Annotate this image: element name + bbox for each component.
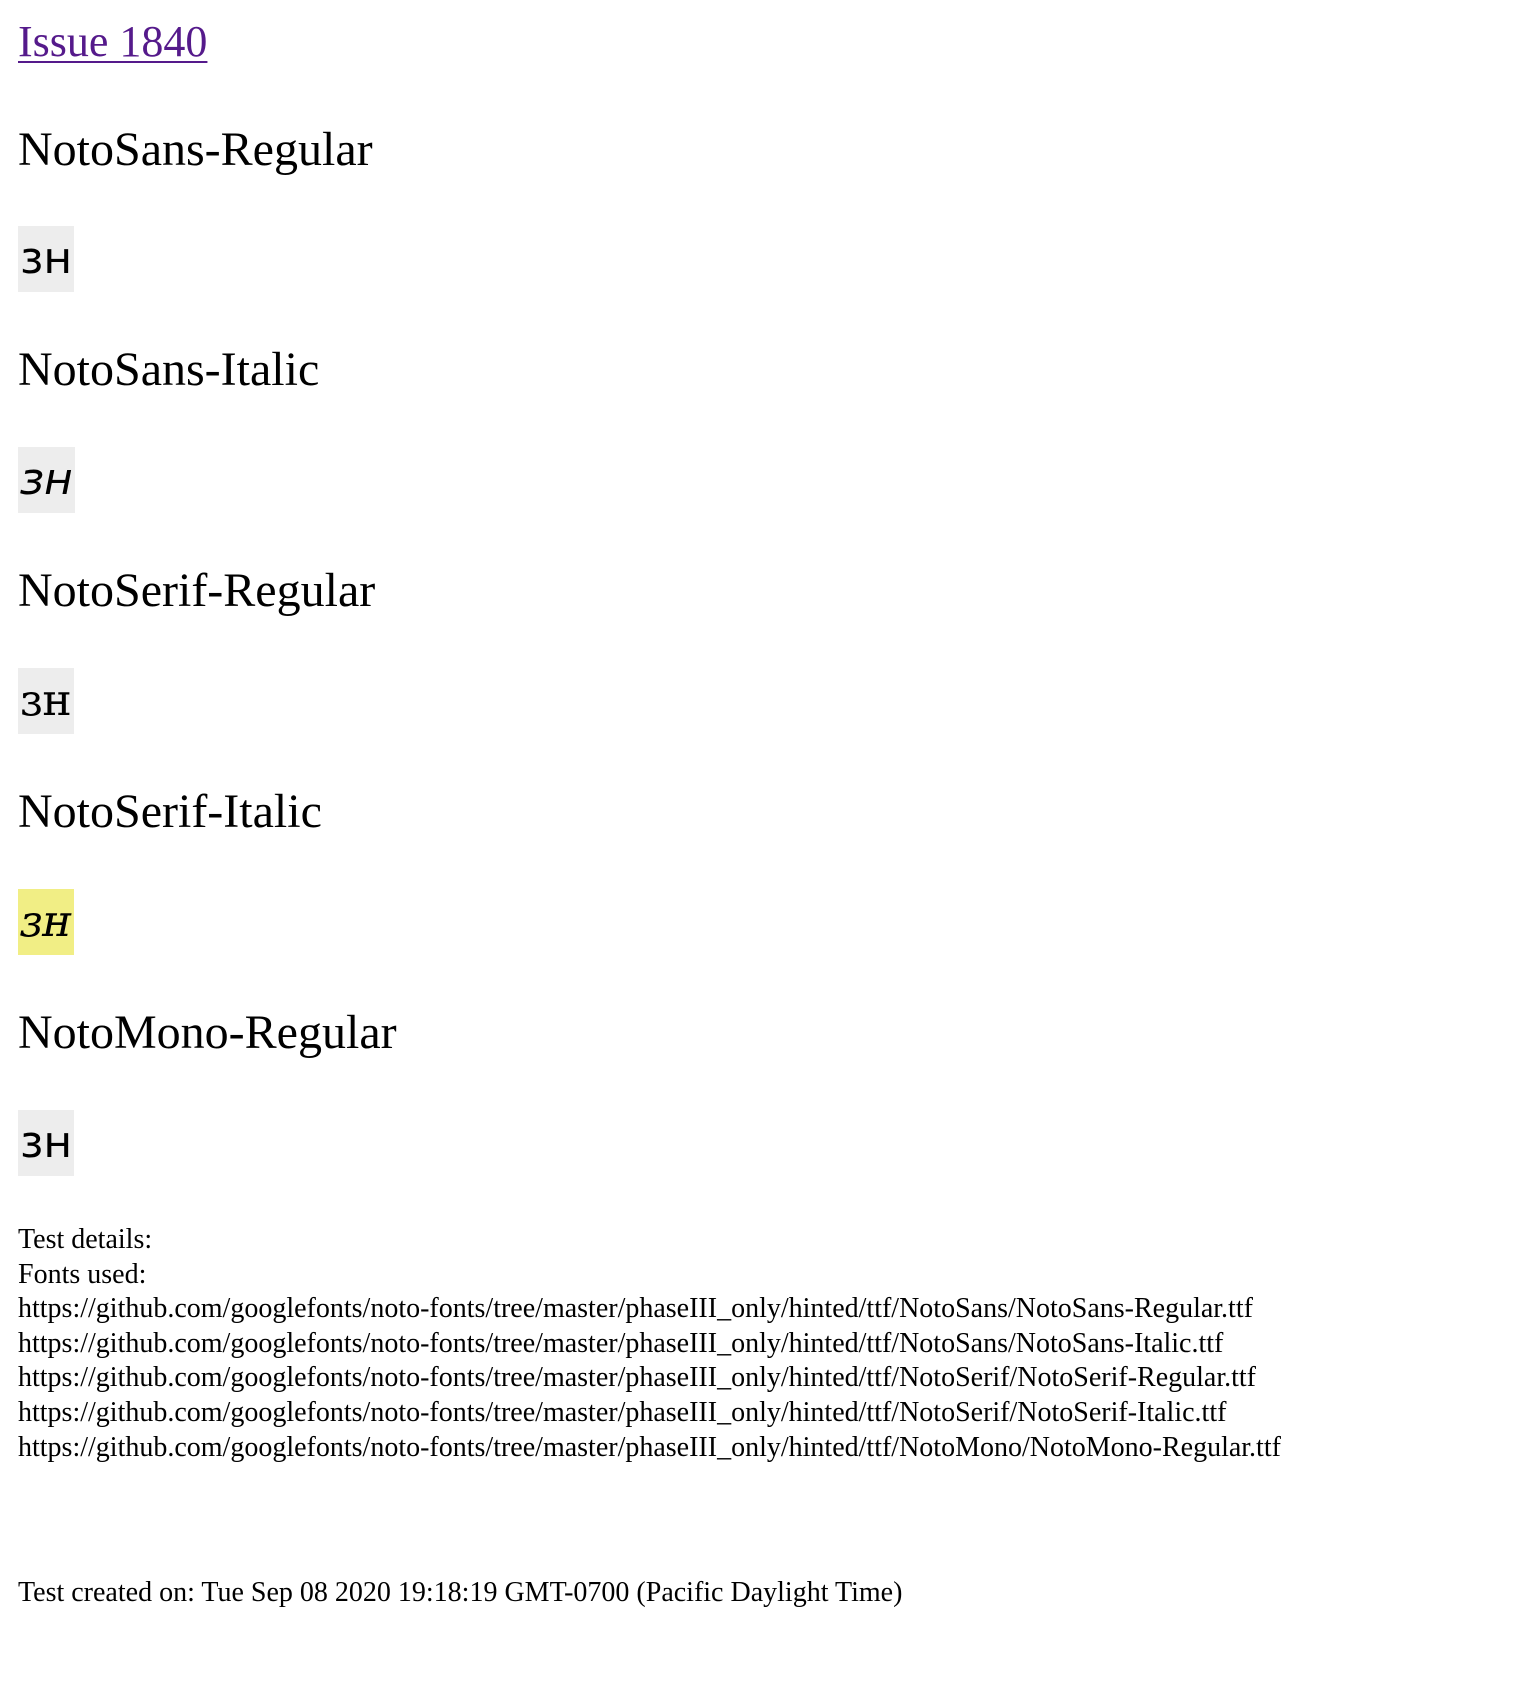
font-name-notosans-italic: NotoSans-Italic xyxy=(18,343,320,396)
font-name-notoserif-regular: NotoSerif-Regular xyxy=(18,564,376,617)
font-url-notomono-regular: https://github.com/googlefonts/noto-fonts/tree/master/phaseIII_only/hinted/ttf/NotoMono/NotoMono-Regular.ttf xyxy=(18,1431,1281,1463)
font-name-notosans-regular: NotoSans-Regular xyxy=(18,123,373,176)
test-details-heading: Test details: xyxy=(18,1224,153,1255)
test-details xyxy=(18,1223,1281,1465)
sample-notosans-italic: ɜʜ xyxy=(18,447,75,513)
issue-link[interactable]: Issue 1840 xyxy=(18,17,208,66)
test-created-timestamp: Test created on: Tue Sep 08 2020 19:18:19 GMT-0700 (Pacific Daylight Time) xyxy=(18,1577,903,1608)
sample-notoserif-regular: ɜʜ xyxy=(18,668,74,734)
font-url-notoserif-italic: https://github.com/googlefonts/noto-fonts/tree/master/phaseIII_only/hinted/ttf/NotoSerif/NotoSerif-Italic.ttf xyxy=(18,1396,1227,1428)
sample-notomono-regular: ɜʜ xyxy=(18,1110,74,1176)
font-url-notoserif-regular: https://github.com/googlefonts/noto-fonts/tree/master/phaseIII_only/hinted/ttf/NotoSerif/NotoSerif-Regular.ttf xyxy=(18,1362,1257,1394)
fonts-used-label: Fonts used: xyxy=(18,1258,147,1290)
font-name-notoserif-italic: NotoSerif-Italic xyxy=(18,785,322,838)
font-url-notosans-italic: https://github.com/googlefonts/noto-fonts/tree/master/phaseIII_only/hinted/ttf/NotoSans/NotoSans-Italic.ttf xyxy=(18,1327,1224,1359)
sample-notosans-regular: ɜʜ xyxy=(18,226,74,292)
sample-notoserif-italic: ɜʜ xyxy=(18,889,74,955)
font-name-notomono-regular: NotoMono-Regular xyxy=(18,1006,397,1059)
font-url-notosans-regular: https://github.com/googlefonts/noto-fonts/tree/master/phaseIII_only/hinted/ttf/NotoSans/NotoSans-Regular.ttf xyxy=(18,1293,1253,1325)
